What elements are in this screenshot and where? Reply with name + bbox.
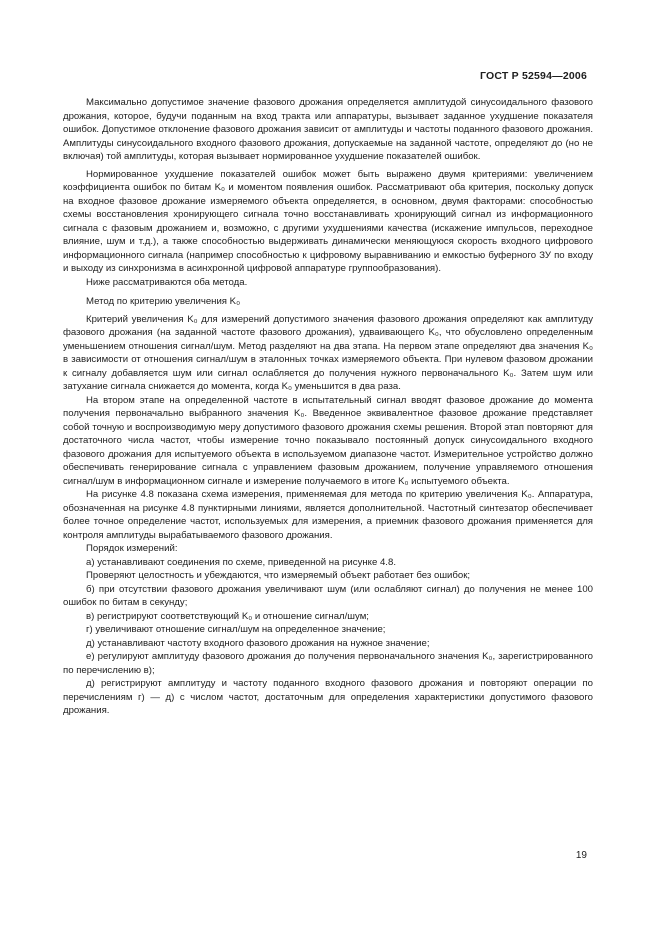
list-item-b: б) при отсутствии фазового дрожания увеличивают шум (или ослабляют сигнал) до получения не менее 100 ошибок по битам в секунду; — [63, 583, 593, 608]
list-item-a-note: Проверяют целостность и убеждаются, что измеряемый объект работает без ошибок; — [86, 570, 471, 581]
page-number: 19 — [575, 850, 587, 861]
paragraph-both-methods: Ниже рассматриваются оба метода. — [86, 276, 248, 288]
list-item-e: е) регулируют амплитуду фазового дрожания до получения первоначального значения K₀, зарегистрированного по перечислению в); — [63, 651, 593, 676]
paragraph-criteria: Нормированное ухудшение показателей ошибок может быть выражено двумя критериями: увеличением коэффициента ошибок по битам K₀ и моментом появления ошибок. Рассматривают оба критерия, поскольку допуск на входное фазовое дрожание измеряемого объекта определяется, в основном, двумя факторами: способностью схемы восстановления хронирующего сигнала точно восстанавливать хронирующий сигнал из информационного сигнала с фазовым дрожанием и, возможно, с другими ухудшениями качества (искажение импульсов, переходное влияние, шум и т.д.), а также способностью выдерживать динамически меняющуюся скорость входного цифрового информационного сигнала (например способностью к цифровому выравниванию и емкостью буферного ЗУ по входу и выходу из синхронизма в асинхронной цифровой аппаратуре группообразования). — [63, 168, 593, 274]
paragraph-figure-4-8: На рисунке 4.8 показана схема измерения, применяемая для метода по критерию увеличения K₀. Аппаратура, обозначенная на рисунке 4.8 пунктирными линиями, является дополнительной. Частотный синтезатор обеспечивает более точное определение частот, используемых для измерения, а приемник фазового дрожания применяется для контроля амплитуды вырабатываемого фазового дрожания. — [63, 489, 593, 541]
list-item-d: д) устанавливают частоту входного фазового дрожания на нужное значение; — [86, 637, 430, 649]
list-item-d2: д) регистрируют амплитуду и частоту поданного входного фазового дрожания и повторяют операции по перечислениям г) — д) с числом частот, достаточным для определения характеристики допустимого фазового дрожания. — [63, 678, 593, 716]
list-item-g: г) увеличивают отношение сигнал/шум на определенное значение; — [86, 624, 386, 635]
document-body — [63, 96, 593, 718]
paragraph-k0-criterion: Критерий увеличения K₀ для измерений допустимого значения фазового дрожания определяют как амплитуду фазового дрожания (на заданной частоте фазового дрожания), удваивающего K₀, что обусловлено определенным уменьшением отношения сигнал/шум. Метод разделяют на два этапа. На первом этапе определяют два значения K₀ в зависимости от отношения сигнал/шум в эталонных точках измеряемого объекта. При нулевом фазовом дрожании к сигналу добавляется шум или сигнал ослабляется до получения нужного первоначального K₀. Затем шум или затухание сигнала снижается до момента, когда K₀ уменьшится в два раза. — [63, 313, 593, 392]
list-item-v: в) регистрируют соответствующий K₀ и отношение сигнал/шум; — [86, 610, 369, 622]
list-intro: Порядок измерений: — [86, 543, 178, 554]
list-item-a: а) устанавливают соединения по схеме, приведенной на рисунке 4.8. — [86, 556, 396, 568]
paragraph-second-stage: На втором этапе на определенной частоте в испытательный сигнал вводят фазовое дрожание до момента получения первоначально выбранного значения K₀. Введенное эквивалентное фазовое дрожание представляет собой точную и воспроизводимую меру допустимого фазового дрожания схемы решения. Второй этап повторяют для достаточного числа частот, чтобы измерение точно показывало постоянный допуск синусоидального входного фазового дрожания для испытуемого объекта в используемом диапазоне частот. Измерительное устройство должно обеспечивать генерирование сигнала с управлением фазовым дрожанием, получение управляемого отношения сигнал/шум в информационном сигнале и измерение получаемого в итоге K₀ испытуемого объекта. — [63, 394, 593, 487]
section-heading-k0-method: Метод по критерию увеличения K₀ — [86, 296, 241, 307]
standard-designation: ГОСТ Р 52594—2006 — [479, 70, 587, 82]
paragraph-max-jitter: Максимально допустимое значение фазового дрожания определяется амплитудой синусоидального фазового дрожания, которое, будучи поданным на вход тракта или аппаратуры, вызывает заданное ухудшение показателя ошибок. Допустимое отклонение фазового дрожания зависит от амплитуды и частоты поданного фазового дрожания. Амплитуды синусоидального входного фазового дрожания, допускаемые на заданной частоте, определяют до (но не включая) той амплитуды, которая вызывает нормированное ухудшение показателей ошибок. — [63, 97, 593, 162]
